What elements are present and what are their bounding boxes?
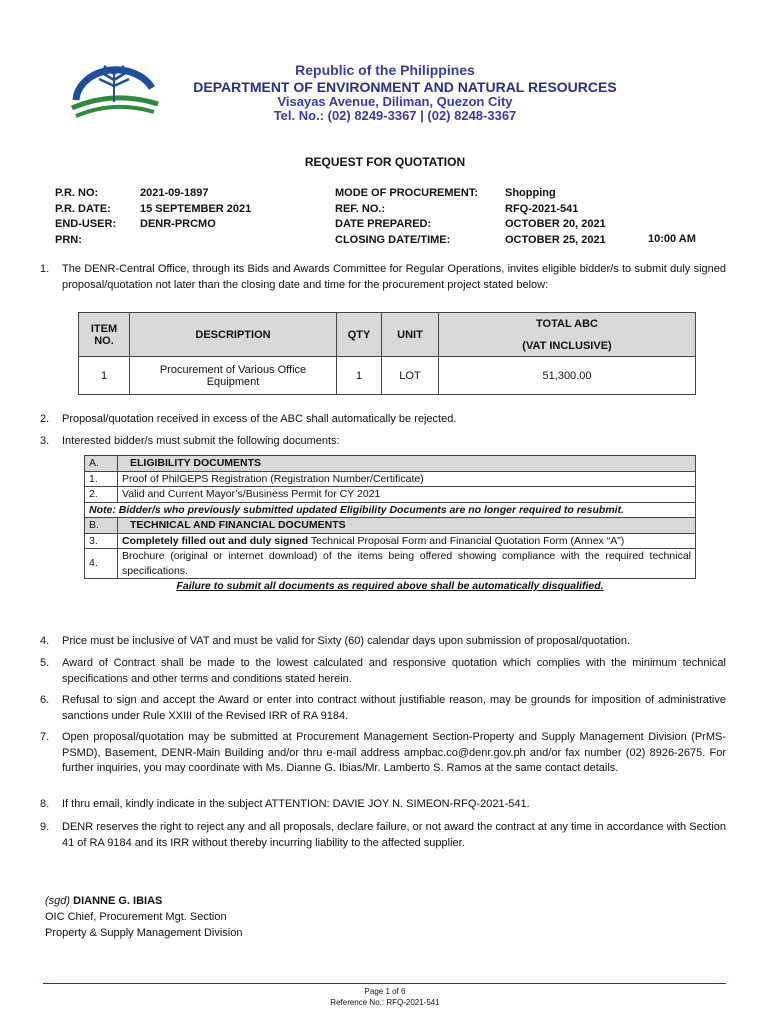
row-description: Procurement of Various Office Equipment — [130, 357, 337, 395]
header-republic: Republic of the Philippines — [295, 62, 475, 78]
pr-date-label: P.R. DATE: — [55, 202, 111, 215]
paragraph-4-number: 4. — [40, 635, 50, 647]
section-a-letter: A. — [85, 456, 118, 472]
paragraph-2-text: Proposal/quotation received in excess of the ABC shall automatically be rejected. — [62, 413, 457, 425]
paragraph-7-text: Open proposal/quotation may be submitted at Procurement Management Section-Property and Supply Management Division (PrMS-PSMD), Basement, DENR-Main Building and/or thru e-mail address ampbac.co@denr.gov.ph and/or fax number (02) 8926-2675. For further inquiries, you may coordinate with Ms. Dianne G. Ibias/Mr. Lamberto S. Ramos at the same contact details. — [62, 731, 726, 774]
paragraph-7-number: 7. — [40, 731, 50, 743]
paragraph-5-number: 5. — [40, 657, 50, 669]
paragraph-6 — [40, 693, 726, 724]
footer-reference: Reference No.: RFQ-2021-541 — [330, 998, 440, 1007]
document-title: REQUEST FOR QUOTATION — [304, 155, 466, 169]
paragraph-8-text: If thru email, kindly indicate in the subject ATTENTION: DAVIE JOY N. SIMEON-RFQ-2021-541. — [62, 798, 530, 810]
mode-label: MODE OF PROCUREMENT: — [335, 187, 478, 199]
date-prepared-value: OCTOBER 20, 2021 — [505, 218, 606, 230]
pr-no-label: P.R. NO: — [55, 187, 99, 199]
end-user-label: END-USER: — [55, 218, 117, 230]
pr-date-value: 15 SEPTEMBER 2021 — [140, 202, 252, 215]
paragraph-5-text: Award of Contract shall be made to the lowest calculated and responsive quotation which complies with the minimum technical specifications and other terms and conditions stated herein. — [62, 657, 726, 685]
mode-value: Shopping — [505, 187, 556, 199]
signatory-line — [45, 893, 242, 909]
paragraph-2 — [40, 412, 726, 428]
signature-block — [45, 893, 242, 941]
doc-1-text: Proof of PhilGEPS Registration (Registration Number/Certificate) — [118, 471, 696, 487]
doc-3-number: 3. — [85, 533, 118, 549]
paragraph-3-text: Interested bidder/s must submit the following documents: — [62, 435, 340, 447]
paragraph-4-text: Price must be inclusive of VAT and must be valid for Sixty (60) calendar days upon submission of proposal/quotation. — [62, 635, 631, 647]
pr-no-value: 2021-09-1897 — [140, 187, 209, 199]
paragraph-1 — [40, 262, 726, 293]
qty-header: QTY — [337, 313, 382, 357]
table-row — [79, 357, 696, 395]
header-department: DEPARTMENT OF ENVIRONMENT AND NATURAL RESOURCES — [193, 79, 617, 95]
vat-inclusive-header: (VAT INCLUSIVE) — [439, 336, 696, 357]
ref-no-value: RFQ-2021-541 — [505, 202, 579, 215]
paragraph-4 — [40, 634, 726, 650]
closing-date-value: OCTOBER 25, 2021 — [505, 233, 606, 246]
paragraph-9-number: 9. — [40, 821, 50, 833]
failure-notice: Failure to submit all documents as required above shall be automatically disqualified. — [176, 580, 604, 592]
paragraph-6-text: Refusal to sign and accept the Award or enter into contract without justifiable reason, may be grounds for imposition of administrative sanctions under Rule XXIII of the Revised IRR of RA 9184. — [62, 694, 726, 722]
sgd-mark: (sgd) — [45, 895, 71, 907]
total-abc-header: TOTAL ABC — [439, 313, 696, 336]
doc-1-number: 1. — [85, 471, 118, 487]
description-header: DESCRIPTION — [130, 313, 337, 357]
unit-header: UNIT — [382, 313, 439, 357]
row-qty: 1 — [337, 357, 382, 395]
item-no-header: ITEM NO. — [79, 313, 130, 357]
info-right-values — [505, 186, 645, 248]
header-telephone: Tel. No.: (02) 8249-3367 | (02) 8248-3367 — [273, 108, 517, 123]
prn-value — [140, 233, 320, 249]
doc-2-number: 2. — [85, 487, 118, 503]
signatory-title: OIC Chief, Procurement Mgt. Section — [45, 911, 227, 923]
section-b-title: TECHNICAL AND FINANCIAL DOCUMENTS — [118, 518, 696, 534]
row-item-no: 1 — [79, 357, 130, 395]
date-prepared-label: DATE PREPARED: — [335, 218, 432, 230]
prn-label: PRN: — [55, 233, 82, 246]
paragraph-9-text: DENR reserves the right to reject any and all proposals, declare failure, or not award the contract at any time in accordance with Section 41 of RA 9184 and its IRR without thereby incurring liability to the affected supplier. — [62, 821, 726, 849]
procurement-table — [78, 312, 696, 395]
page-number: Page 1 of 6 — [364, 987, 406, 996]
doc-3-cell — [118, 533, 696, 549]
section-b-letter: B. — [85, 518, 118, 534]
paragraph-9 — [40, 820, 726, 851]
closing-label: CLOSING DATE/TIME: — [335, 233, 451, 246]
paragraph-5 — [40, 656, 726, 687]
info-left-labels — [55, 186, 135, 248]
paragraph-8 — [40, 797, 726, 813]
signatory-division: Property & Supply Management Division — [45, 927, 243, 939]
section-a-title: ELIGIBILITY DOCUMENTS — [118, 456, 696, 472]
row-abc: 51,300.00 — [439, 357, 696, 395]
signatory-name: DIANNE G. IBIAS — [73, 895, 163, 907]
documents-table — [84, 455, 696, 594]
doc-3-bold-text: Completely filled out and duly signed — [122, 534, 309, 547]
paragraph-1-text: The DENR-Central Office, through its Bids and Awards Committee for Regular Operations, invites eligible bidder/s to submit duly signed proposal/quotation not later than the closing date and time for the procurement project stated below: — [62, 263, 726, 291]
header-address: Visayas Avenue, Diliman, Quezon City — [277, 94, 513, 109]
paragraph-1-number: 1. — [40, 263, 50, 275]
doc-4-text: Brochure (original or internet download) of the items being offered showing compliance with the required technical specifications. — [118, 549, 696, 579]
doc-2-text: Valid and Current Mayor’s/Business Permit for CY 2021 — [118, 487, 696, 503]
paragraph-6-number: 6. — [40, 694, 50, 706]
footer-divider — [43, 983, 726, 984]
row-unit: LOT — [382, 357, 439, 395]
paragraph-8-number: 8. — [40, 798, 50, 810]
doc-4-number: 4. — [85, 549, 118, 579]
paragraph-2-number: 2. — [40, 413, 50, 425]
paragraph-3-number: 3. — [40, 435, 50, 447]
paragraph-3 — [40, 434, 726, 450]
info-right-labels — [335, 186, 505, 248]
end-user-value: DENR-PRCMO — [140, 218, 216, 230]
ref-no-label: REF. NO.: — [335, 202, 386, 215]
closing-time-value: 10:00 AM — [648, 233, 696, 245]
info-left-values — [140, 186, 320, 248]
eligibility-note: Note: Bidder/s who previously submitted updated Eligibility Documents are no longer required to resubmit. — [85, 502, 696, 518]
doc-3-text: Technical Proposal Form and Financial Quotation Form (Annex “A”) — [308, 534, 625, 547]
paragraph-7 — [40, 730, 726, 777]
